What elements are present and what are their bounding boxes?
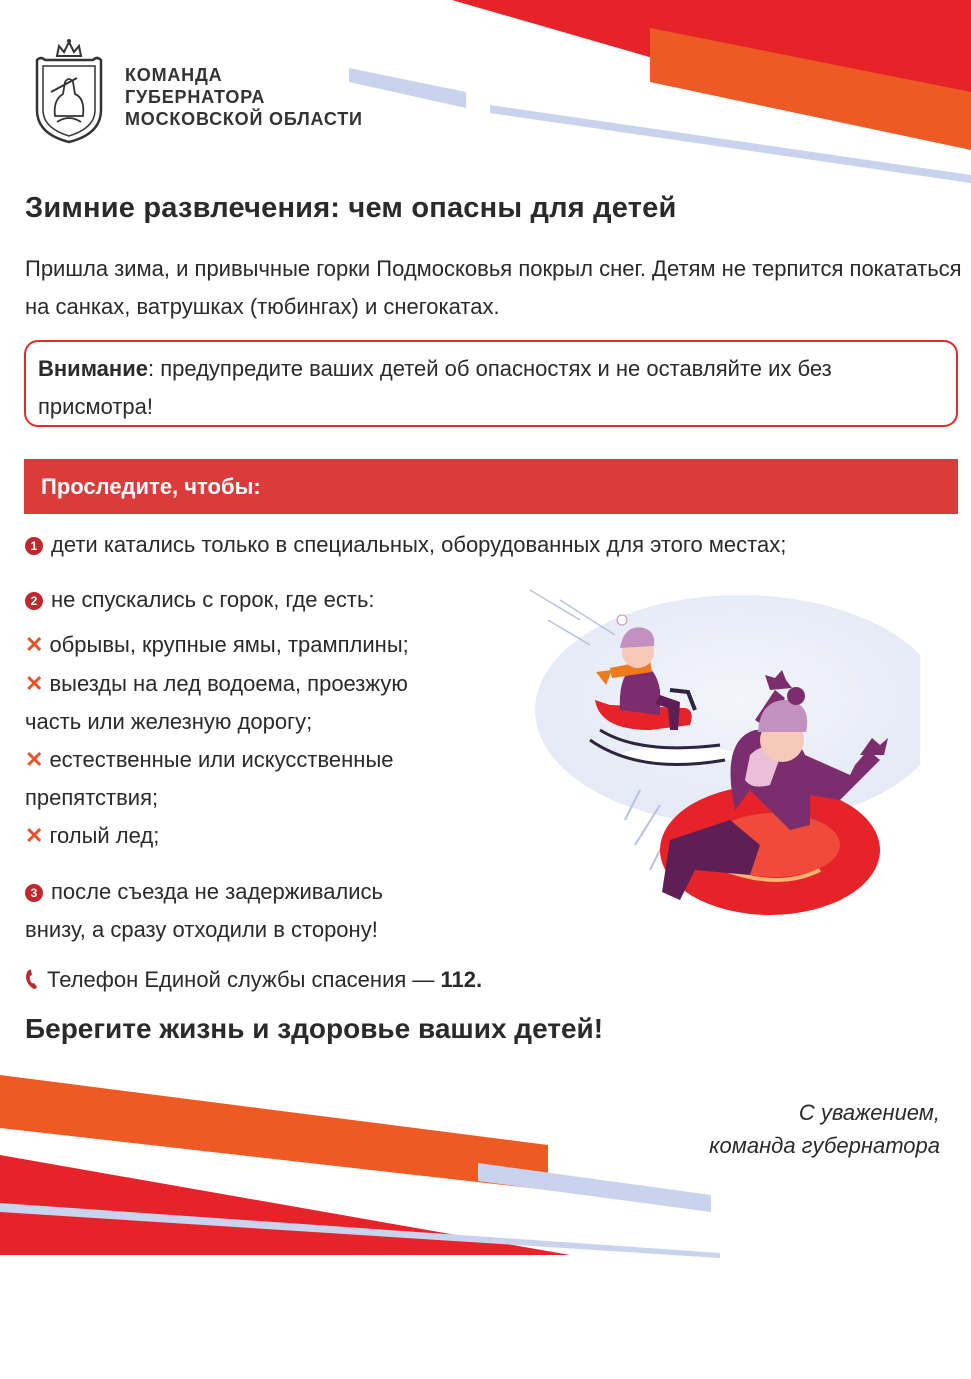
sub-item-4 <box>25 817 159 855</box>
signature <box>709 1096 940 1162</box>
banner-label: Проследите, чтобы: <box>41 474 261 499</box>
phone-line <box>25 961 482 999</box>
phone-text: Телефон Единой службы спасения — <box>47 967 441 992</box>
sub-item-1 <box>25 626 409 664</box>
org-line-3: МОСКОВСКОЙ ОБЛАСТИ <box>125 109 363 129</box>
page-title: Зимние развлечения: чем опасны для детей <box>25 192 677 224</box>
signature-line-1: С уважением, <box>798 1100 940 1125</box>
attention-label: Внимание <box>38 356 148 381</box>
number-badge-1: 1 <box>25 537 43 555</box>
attention-box <box>24 340 958 427</box>
list-item-1-text: дети катались только в специальных, оборудованных для этого местах; <box>51 532 787 557</box>
list-item-1 <box>25 526 786 564</box>
list-item-2 <box>25 581 375 619</box>
cross-icon: ✕ <box>25 747 44 772</box>
sub-item-1-text: обрывы, крупные ямы, трамплины; <box>49 632 409 657</box>
cross-icon: ✕ <box>25 632 44 657</box>
sub-item-4-text: голый лед; <box>49 823 160 848</box>
org-line-1: КОМАНДА <box>125 65 223 85</box>
intro-paragraph: Пришла зима, и привычные горки Подмосковья покрыл снег. Детям не терпится покататься на санках, ватрушках (тюбингах) и снегокатах. <box>25 256 962 319</box>
cross-icon: ✕ <box>25 823 44 848</box>
phone-icon <box>25 968 43 990</box>
phone-number: 112. <box>440 967 483 992</box>
coat-of-arms-icon <box>31 38 107 144</box>
organization-name <box>125 64 363 130</box>
instructions-banner <box>24 459 958 514</box>
closing-message: Берегите жизнь и здоровье ваших детей! <box>25 1013 604 1044</box>
signature-line-2: команда губернатора <box>709 1133 940 1158</box>
list-item-3 <box>25 873 383 911</box>
list-item-3-text: после съезда не задерживались <box>51 879 384 904</box>
sub-item-3-continued: препятствия; <box>25 785 159 810</box>
org-line-2: ГУБЕРНАТОРА <box>125 87 266 107</box>
number-badge-3: 3 <box>25 884 43 902</box>
sledding-children-illustration <box>520 580 920 920</box>
sub-item-3 <box>25 741 394 779</box>
list-item-2-text: не спускались с горок, где есть: <box>51 587 375 612</box>
cross-icon: ✕ <box>25 671 44 696</box>
attention-text: : предупредите ваших детей об опасностях и не оставляйте их без присмотра! <box>38 356 832 419</box>
list-item-3-continued: внизу, а сразу отходили в сторону! <box>25 917 378 942</box>
sub-item-3-text: естественные или искусственные <box>49 747 394 772</box>
sub-item-2-continued: часть или железную дорогу; <box>25 709 313 734</box>
sub-item-2-text: выезды на лед водоема, проезжую <box>49 671 408 696</box>
sub-item-2 <box>25 665 408 703</box>
number-badge-2: 2 <box>25 592 43 610</box>
